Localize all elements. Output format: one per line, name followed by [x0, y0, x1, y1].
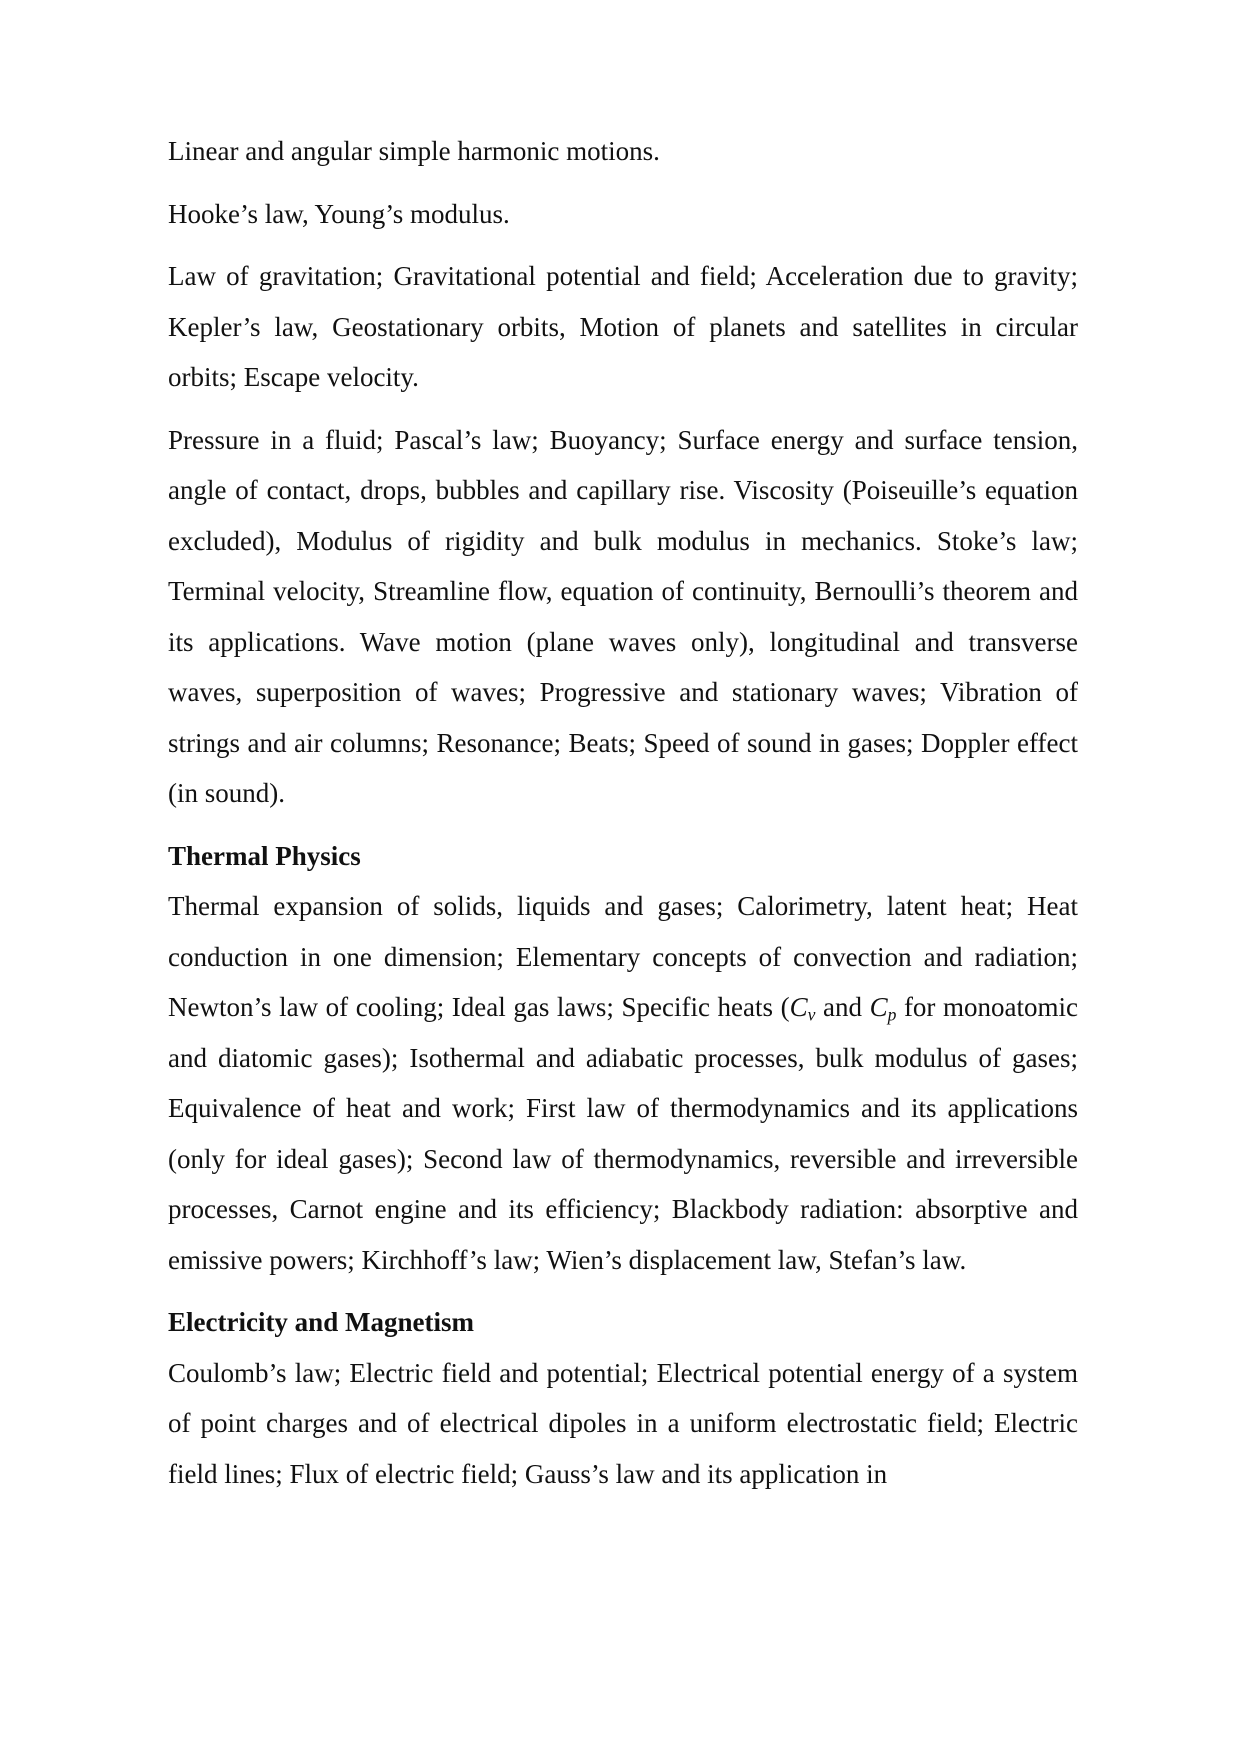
heading-thermal-physics: Thermal Physics [168, 840, 361, 871]
document-page [168, 126, 1078, 1511]
heading-electricity-magnetism: Electricity and Magnetism [168, 1307, 474, 1337]
thermal-and-word: and [815, 992, 870, 1022]
symbol-cp: $C_p$ [869, 992, 897, 1025]
thermal-text-after: for monoatomic and diatomic gases); Isothermal and adiabatic processes, bulk modulus of gases; Equivalence of heat and work; First law of thermodynamics and its applications (only for ideal gases); Second law of thermodynamics, reversible and irreversible processes, Carnot engine and its efficiency; Blackbody radiation: absorptive and emissive powers; Kirchhoff’s law; Wien’s displacement law, Stefan’s law. [168, 992, 1078, 1275]
paragraph-hooke: Hooke’s law, Young’s modulus. [168, 198, 510, 229]
paragraph-gravitation: Law of gravitation; Gravitational potential and field; Acceleration due to gravity; Kepler’s law, Geostationary orbits, Motion of planets and satellites in circular orbits; Escape velocity. [168, 261, 1078, 392]
thermal-text-before: Thermal expansion of solids, liquids and gases; Calorimetry, latent heat; Heat conduction in one dimension; Elementary concepts of convection and radiation; Newton’s law of cooling; Ideal gas laws; Specific heats ( [168, 891, 1078, 1022]
paragraph-shm: Linear and angular simple harmonic motions. [168, 136, 660, 166]
paragraph-fluids-waves: Pressure in a fluid; Pascal’s law; Buoyancy; Surface energy and surface tension, angle of contact, drops, bubbles and capillary rise. Viscosity (Poiseuille’s equation excluded), Modulus of rigidity and bulk modulus in mechanics. Stoke’s law; Terminal velocity, Streamline flow, equation of continuity, Bernoulli’s theorem and its applications. Wave motion (plane waves only), longitudinal and transverse waves, superposition of waves; Progressive and stationary waves; Vibration of strings and air columns; Resonance; Beats; Speed of sound in gases; Doppler effect (in sound). [168, 424, 1078, 808]
symbol-cv: $C_v$ [789, 992, 816, 1025]
paragraph-electricity: Coulomb’s law; Electric field and potential; Electrical potential energy of a system of point charges and of electrical dipoles in a uniform electrostatic field; Electric field lines; Flux of electric field; Gauss’s law and its application in [168, 1357, 1078, 1489]
paragraph-thermal [168, 881, 1078, 1285]
